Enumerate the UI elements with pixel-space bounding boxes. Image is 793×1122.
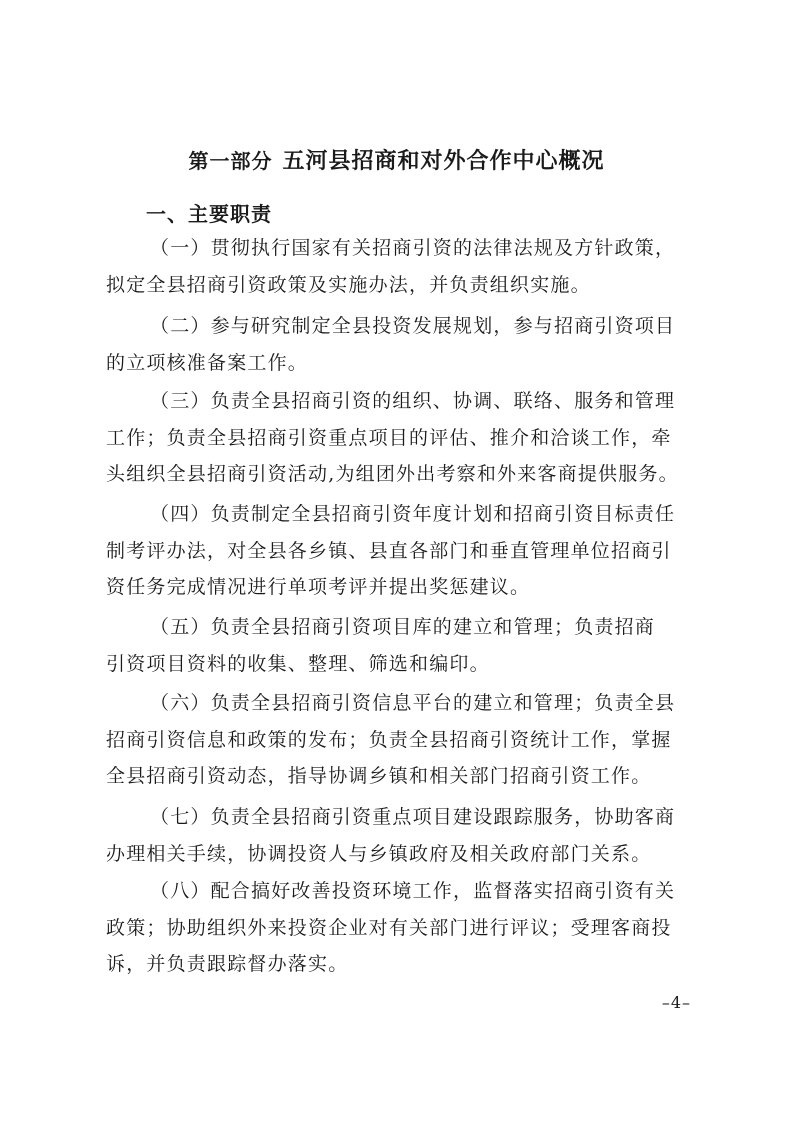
paragraph-2 (106, 308, 696, 381)
paragraph-4 (106, 496, 696, 606)
paragraph-line: 头组织全县招商引资活动,为组团外出考察和外来客商提供服务。 (106, 463, 679, 485)
paragraph-line: 办理相关手续，协调投资人与乡镇政府及相关政府部门关系。 (106, 842, 652, 865)
page-title (0, 144, 793, 175)
paragraph-8 (106, 873, 696, 983)
paragraph-6 (106, 685, 696, 795)
paragraph-line: （二）参与研究制定全县投资发展规划，参与招商引资项目 (150, 315, 676, 337)
paragraph-line: 资任务完成情况进行单项考评并提出奖惩建议。 (106, 576, 531, 598)
paragraph-7 (106, 799, 696, 872)
paragraph-line: 全县招商引资动态，指导协调乡镇和相关部门招商引资工作。 (106, 765, 652, 787)
paragraph-3 (106, 383, 696, 493)
paragraph-line: （三）负责全县招商引资的组织、协调、联络、服务和管理 (150, 390, 676, 412)
paragraph-line: 制考评办法，对全县各乡镇、县直各部门和垂直管理单位招商引 (106, 539, 672, 562)
paragraph-1 (106, 230, 696, 303)
paragraph-line: 诉，并负责跟踪督办落实。 (106, 953, 349, 975)
page-number: –4– (661, 993, 691, 1012)
paragraph-line: （八）配合搞好改善投资环境工作，监督落实招商引资有关 (150, 880, 676, 902)
paragraph-line: 的立项核准备案工作。 (106, 351, 309, 374)
title-part-label: 第一部分 (188, 149, 273, 173)
paragraph-line: 政策；协助组织外来投资企业对有关部门进行评议；受理客商投 (106, 916, 672, 939)
paragraph-line: （七）负责全县招商引资重点项目建设跟踪服务，协助客商 (150, 806, 676, 828)
title-name: 五河县招商和对外合作中心概况 (282, 149, 605, 174)
paragraph-line: （四）负责制定全县招商引资年度计划和招商引资目标责任 (150, 503, 676, 525)
paragraph-line: 招商引资信息和政策的发布；负责全县招商引资统计工作，掌握 (106, 728, 672, 751)
paragraph-5 (106, 609, 696, 682)
paragraph-line: （五）负责全县招商引资项目库的建立和管理；负责招商 (150, 616, 656, 638)
paragraph-line: （六）负责全县招商引资信息平台的建立和管理；负责全县 (150, 692, 676, 714)
paragraph-line: （一）贯彻执行国家有关招商引资的法律法规及方针政策， (150, 237, 676, 259)
paragraph-line: 引资项目资料的收集、整理、筛选和编印。 (106, 652, 490, 675)
paragraph-line: 拟定全县招商引资政策及实施办法，并负责组织实施。 (106, 273, 591, 296)
paragraph-line: 工作；负责全县招商引资重点项目的评估、推介和洽谈工作，牵 (106, 426, 672, 449)
section-heading: 一、主要职责 (146, 202, 272, 226)
